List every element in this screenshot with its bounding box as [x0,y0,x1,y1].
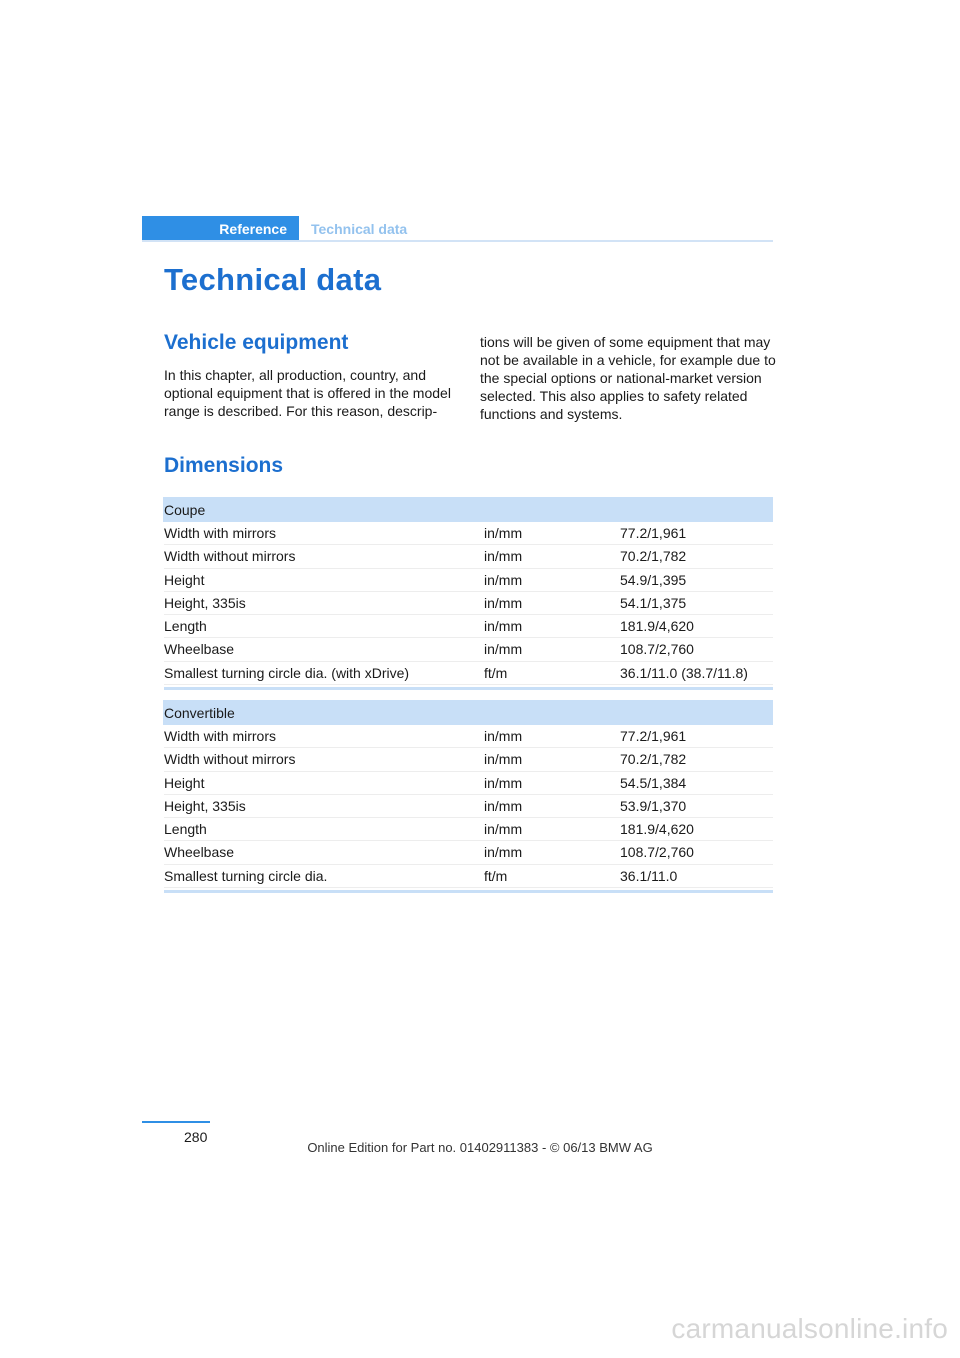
dimension-value: 70.2/1,782 [620,751,687,768]
dimension-label: Height, 335is [164,797,246,814]
dimension-label: Height [164,571,205,588]
convertible-dimensions-table [164,700,773,893]
table-row [164,592,773,615]
dimension-unit: in/mm [484,548,523,565]
coupe-dimensions-table [164,497,773,690]
table-row [164,818,773,841]
page-number-rule [142,1121,210,1123]
dimension-label: Height, 335is [164,594,246,611]
dimension-value: 70.2/1,782 [620,548,687,565]
page-title: Technical data [164,262,382,297]
table-row [164,865,773,888]
dimension-unit: ft/m [484,664,508,681]
vehicle-equipment-heading: Vehicle equipment [164,331,349,354]
dimension-label: Width without mirrors [164,548,296,565]
dimension-unit: in/mm [484,571,523,588]
header-rule [142,240,773,242]
dimension-unit: in/mm [484,774,523,791]
dimension-unit: in/mm [484,797,523,814]
table-row [164,748,773,771]
dimension-unit: in/mm [484,821,523,838]
table-row [164,638,773,661]
dimension-unit: in/mm [484,594,523,611]
coupe-table-header: Coupe [163,497,773,522]
dimension-label: Smallest turning circle dia. (with xDrive) [164,664,410,681]
dimension-label: Wheelbase [164,844,235,861]
dimension-unit: in/mm [484,844,523,861]
dimension-unit: in/mm [484,525,523,541]
dimension-unit: in/mm [484,751,523,768]
dimension-label: Smallest turning circle dia. [164,867,328,884]
dimension-value: 53.9/1,370 [620,797,687,814]
table-row [164,569,773,592]
dimension-value: 108.7/2,760 [620,844,694,861]
section-tab-technical-data: Technical data [311,221,408,237]
dimension-unit: in/mm [484,641,523,658]
dimensions-heading: Dimensions [164,454,284,477]
dimension-unit: in/mm [484,618,523,635]
footer-edition-note: Online Edition for Part no. 01402911383 - © 06/13 BMW AG [307,1140,653,1155]
vehicle-equipment-text-right: tions will be given of some equipment that may not be available in a vehicle, for example due to the special options or national-market version selected. This also applies to safety related functions and systems. [480,334,776,422]
dimension-label: Width with mirrors [164,525,277,541]
table-row [164,841,773,864]
coupe-table-footer-rule [164,687,773,690]
watermark: carmanualsonline.info [671,1313,948,1344]
dimension-value: 77.2/1,961 [620,728,687,744]
dimension-label: Width with mirrors [164,728,277,744]
dimension-value: 181.9/4,620 [620,821,694,838]
dimension-label: Length [164,618,207,635]
table-row [164,522,773,545]
table-row [164,795,773,818]
convertible-table-footer-rule [164,890,773,893]
dimension-value: 36.1/11.0 [620,867,678,884]
convertible-table-header: Convertible [163,700,773,725]
table-row [164,725,773,748]
dimension-value: 36.1/11.0 (38.7/11.8) [620,664,748,681]
vehicle-equipment-text-left: In this chapter, all production, country, and optional equipment that is offered in the model range is described. For this reason, descrip- [164,367,451,419]
table-row [164,545,773,568]
dimension-value: 77.2/1,961 [620,525,687,541]
dimension-label: Height [164,774,205,791]
dimension-label: Wheelbase [164,641,235,658]
dimension-value: 54.9/1,395 [620,571,687,588]
section-tab-reference: Reference [142,216,299,242]
dimension-unit: ft/m [484,867,508,884]
dimension-label: Width without mirrors [164,751,296,768]
table-row [164,615,773,638]
page-number: 280 [184,1129,208,1145]
dimension-value: 108.7/2,760 [620,641,694,658]
table-row [164,662,773,685]
dimension-value: 54.1/1,375 [620,594,687,611]
dimension-unit: in/mm [484,728,523,744]
dimension-value: 181.9/4,620 [620,618,694,635]
dimension-value: 54.5/1,384 [620,774,687,791]
dimension-label: Length [164,821,207,838]
table-row [164,772,773,795]
